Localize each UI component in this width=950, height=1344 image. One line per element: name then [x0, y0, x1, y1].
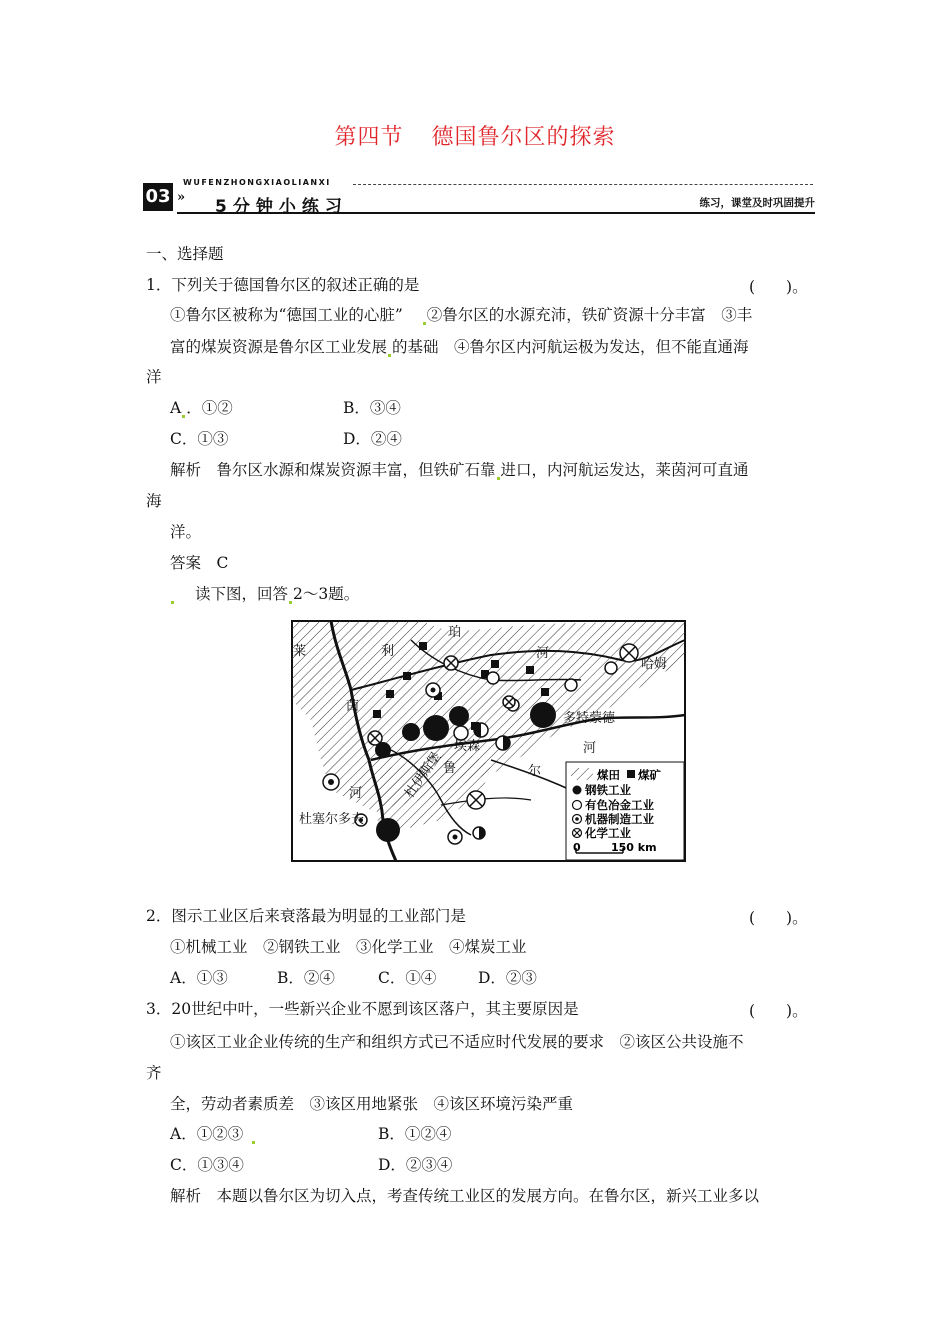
q1-option-c: C．①③ — [170, 430, 229, 448]
map-label-duisburg: 杜伊斯堡 — [402, 749, 445, 801]
legend-coalmine-swatch — [627, 770, 635, 778]
map-label-dusseldorf: 杜塞尔多夫 — [299, 812, 365, 827]
map-label-lu: 鲁 — [443, 761, 457, 776]
q2-option-b: B．②④ — [277, 969, 335, 987]
coalmine-marker — [373, 710, 381, 718]
ruhr-map-figure — [291, 620, 686, 862]
q3-line3: 全，劳动者素质差 ③该区用地紧张 ④该区环境污染严重 — [170, 1095, 574, 1113]
map-label-he-right: 河 — [583, 741, 597, 756]
q2-option-a: A．①③ — [170, 969, 228, 987]
q1-option-a-text: ．①② — [186, 399, 233, 417]
green-dot — [252, 1141, 255, 1144]
map-label-li: 利 — [381, 644, 395, 659]
q3-option-b: B．①②④ — [378, 1125, 452, 1143]
q3-stem: 3．20世纪中叶，一些新兴企业不愿到该区落户，其主要原因是 — [146, 1000, 579, 1018]
banner-dashed-divider — [353, 184, 813, 185]
q3-option-c: C．①③④ — [170, 1156, 244, 1174]
q1-statement-line1 — [170, 305, 752, 325]
q1-analysis-line2: 海 — [146, 492, 162, 510]
q3-line2: 齐 — [146, 1064, 162, 1082]
q2-answer-blank: ( )。 — [749, 909, 808, 927]
map-label-er: 尔 — [528, 764, 542, 779]
steel-marker — [423, 715, 449, 741]
banner-number: 03 — [143, 183, 173, 211]
green-dot — [497, 477, 500, 480]
banner-main-title: 5分钟小练习 — [215, 197, 348, 217]
q2-items: ①机械工业 ②钢铁工业 ③化学工业 ④煤炭工业 — [170, 938, 527, 956]
map-label-yin: 茵 — [346, 699, 360, 714]
q1-analysis-b: 进口，内河航运发达，莱茵河可直通 — [500, 461, 749, 479]
page-title — [0, 120, 950, 151]
q1-option-b: B．③④ — [343, 399, 401, 417]
q1-s1: ①鲁尔区被称为“德国工业的心脏” — [170, 306, 403, 324]
legend-chemical-swatch — [573, 829, 582, 838]
legend-metallurgy: 有色冶金工业 — [585, 798, 654, 812]
read-a: 读下图，回答 — [195, 585, 289, 603]
coalmine-marker — [491, 660, 499, 668]
map-label-he-left: 河 — [349, 786, 363, 801]
q1-option-a-letter: A — [170, 399, 182, 417]
q3-analysis: 解析 本题以鲁尔区为切入点，考查传统工业区的发展方向。在鲁尔区，新兴工业多以 — [170, 1187, 760, 1205]
q1-option-a — [170, 398, 233, 418]
legend-coalfield: 煤田 — [597, 768, 620, 782]
coalmine-marker — [541, 688, 549, 696]
banner-rule — [177, 212, 815, 214]
q1-option-d: D．②④ — [343, 430, 402, 448]
q1-analysis-line3: 洋。 — [170, 523, 202, 541]
map-label-dortmund: 多特蒙德 — [563, 711, 616, 726]
metallurgy-marker — [605, 662, 617, 674]
green-dot — [182, 415, 185, 418]
coalmine-marker — [526, 666, 534, 674]
chemical-marker — [444, 656, 458, 670]
q3-option-a-text: A．①②③ — [170, 1125, 244, 1143]
map-label-he-top: 河 — [536, 646, 550, 661]
legend-scale-zero: 0 — [573, 841, 581, 854]
q1-analysis-line1 — [170, 460, 749, 480]
q2-stem: 2．图示工业区后来衰落最为明显的工业部门是 — [146, 907, 466, 925]
q1-statement-line3: 洋 — [146, 368, 162, 386]
steel-marker — [376, 818, 400, 842]
legend-machinery: 机器制造工业 — [585, 812, 654, 826]
q1-answer: 答案 C — [170, 554, 229, 572]
chemical-marker — [368, 731, 382, 745]
map-label-lai: 莱 — [293, 644, 307, 659]
q2-option-d: D．②③ — [478, 969, 537, 987]
metallurgy-marker — [487, 672, 499, 684]
read-b: 2～3题。 — [293, 585, 360, 603]
q1-statement-line2 — [170, 337, 749, 357]
green-dot — [289, 601, 292, 604]
legend-steel: 钢铁工业 — [585, 783, 631, 797]
map-label-po: 珀 — [448, 625, 462, 640]
legend-metallurgy-swatch — [573, 801, 582, 810]
legend-chemical: 化学工业 — [585, 826, 631, 840]
q3-option-a — [170, 1124, 256, 1144]
q1-stem: 1．下列关于德国鲁尔区的叙述正确的是 — [146, 276, 420, 294]
title-topic: 德国鲁尔区的探索 — [431, 125, 616, 150]
q1-s3b: 的基础 ④鲁尔区内河航运极为发达，但不能直通海 — [392, 338, 749, 356]
chemical-marker — [620, 644, 638, 662]
chemical-marker — [467, 791, 485, 809]
green-dot — [388, 354, 391, 357]
green-dot — [423, 322, 426, 325]
steel-marker — [402, 723, 420, 741]
q3-answer-blank: ( )。 — [749, 1002, 808, 1020]
steel-marker — [530, 702, 556, 728]
coalmine-marker — [419, 642, 427, 650]
map-label-essen: 埃森 — [454, 739, 481, 754]
q1-answer-blank: ( )。 — [749, 278, 808, 296]
section-heading: 一、选择题 — [146, 245, 224, 263]
read-instruction — [170, 584, 359, 604]
legend-coalfield-swatch — [571, 768, 593, 780]
banner-subtitle: WUFENZHONGXIAOLIANXI — [183, 178, 331, 187]
q1-s3a: 富的煤炭资源是鲁尔区工业发展 — [170, 338, 388, 356]
coalmine-marker — [403, 672, 411, 680]
coalmine-marker — [386, 690, 394, 698]
legend-scale-km: 150 km — [611, 841, 657, 854]
map-label-hamm: 哈姆 — [641, 657, 668, 672]
q3-option-d: D．②③④ — [378, 1156, 453, 1174]
double-chevron-icon: » — [177, 190, 186, 205]
q3-line1: ①该区工业企业传统的生产和组织方式已不适应时代发展的要求 ②该区公共设施不 — [170, 1033, 744, 1051]
q1-s2: ②鲁尔区的水源充沛，铁矿资源十分丰富 ③丰 — [426, 306, 753, 324]
title-section: 第四节 — [334, 125, 404, 150]
metallurgy-marker — [565, 679, 577, 691]
exercise-banner — [143, 178, 815, 217]
green-dot — [171, 601, 174, 604]
chemical-marker — [503, 696, 515, 708]
legend-coalmine: 煤矿 — [638, 768, 661, 782]
q2-option-c: C．①④ — [378, 969, 437, 987]
banner-slogan: 练习，课堂及时巩固提升 — [699, 197, 815, 209]
legend-steel-swatch — [573, 786, 582, 795]
steel-marker — [449, 706, 469, 726]
q1-analysis-a: 解析 鲁尔区水源和煤炭资源丰富，但铁矿石靠 — [170, 461, 496, 479]
